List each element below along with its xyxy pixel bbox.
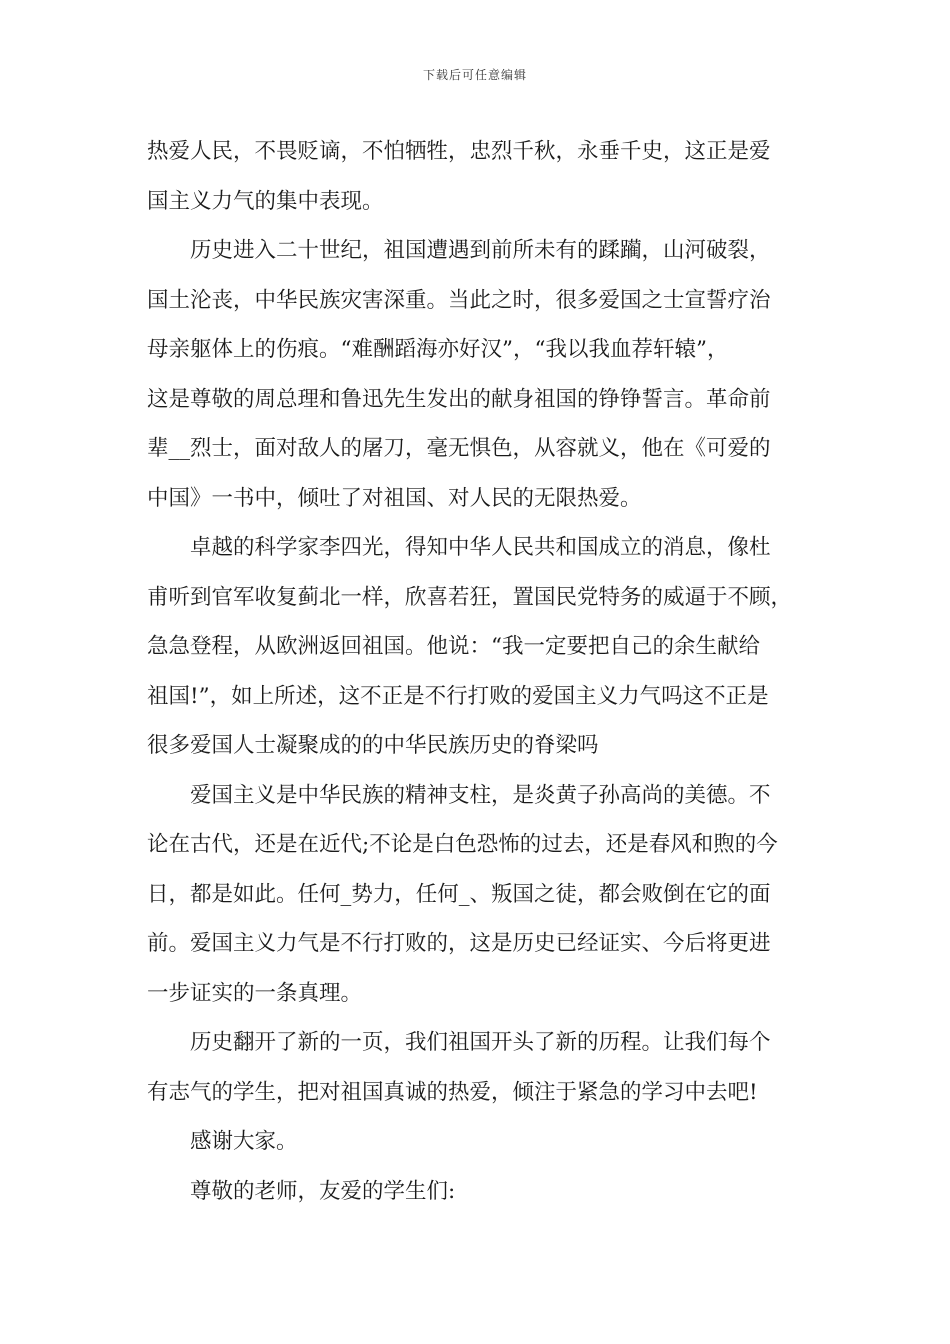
paragraph (147, 1117, 807, 1167)
text-line: 中国》一书中，倾吐了对祖国、对人民的无限热爱。 (147, 485, 642, 511)
text-line: 热爱人民，不畏贬谪，不怕牺牲，忠烈千秋，永垂千史，这正是爱 (147, 139, 771, 164)
text-line: 急急登程，从欧洲返回祖国。他说：“我一定要把自己的余生献给 (147, 634, 760, 659)
text-line: 尊敬的老师，友爱的学生们: (190, 1178, 456, 1204)
text-line: 历史翻开了新的一页，我们祖国开头了新的历程。让我们每个 (190, 1030, 771, 1055)
text-line: 辈__烈士，面对敌人的屠刀，毫无惧色，从容就义，他在《可爱的 (147, 436, 771, 461)
paragraph (147, 1167, 807, 1217)
text-line: 论在古代，还是在近代;不论是白色恐怖的过去，还是春风和煦的今 (147, 832, 778, 857)
text-line: 很多爱国人士凝聚成的的中华民族历史的脊梁吗 (147, 733, 599, 758)
text-line: 这是尊敬的周总理和鲁迅先生发出的献身祖国的铮铮誓言。革命前 (147, 386, 771, 412)
text-line: 甫听到官军收复蓟北一样，欣喜若狂，置国民党特务的威逼于不顾， (147, 584, 793, 610)
text-line: 祖国!”，如上所述，这不正是不行打败的爱国主义力气吗这不正是 (147, 683, 769, 709)
text-line: 国土沦丧，中华民族灾害深重。当此之时，很多爱国之士宣誓疗治 (147, 287, 771, 313)
text-line: 日，都是如此。任何_势力，任何_、叛国之徒，都会败倒在它的面 (147, 881, 771, 907)
document-body (147, 127, 807, 1216)
paragraph (147, 523, 807, 771)
text-line: 一步证实的一条真理。 (147, 980, 363, 1006)
paragraph (147, 226, 807, 523)
text-line: 感谢大家。 (190, 1129, 298, 1154)
text-line: 国主义力气的集中表现。 (147, 188, 384, 214)
paragraph (147, 1018, 807, 1117)
text-line: 卓越的科学家李四光，得知中华人民共和国成立的消息，像杜 (190, 535, 771, 560)
text-line: 历史进入二十世纪，祖国遭遇到前所未有的蹂躏，山河破裂， (190, 238, 771, 263)
paragraph (147, 771, 807, 1019)
text-line: 有志气的学生，把对祖国真诚的热爱，倾注于紧急的学习中去吧! (147, 1079, 758, 1105)
text-line: 前。爱国主义力气是不行打败的，这是历史已经证实、今后将更进 (147, 931, 771, 956)
page-header-note: 下载后可任意编辑 (422, 68, 527, 82)
text-line: 母亲躯体上的伤痕。“难酬蹈海亦好汉”，“我以我血荐轩辕”， (147, 337, 729, 362)
paragraph (147, 127, 807, 226)
text-line: 爱国主义是中华民族的精神支柱，是炎黄子孙高尚的美德。不 (190, 782, 771, 808)
